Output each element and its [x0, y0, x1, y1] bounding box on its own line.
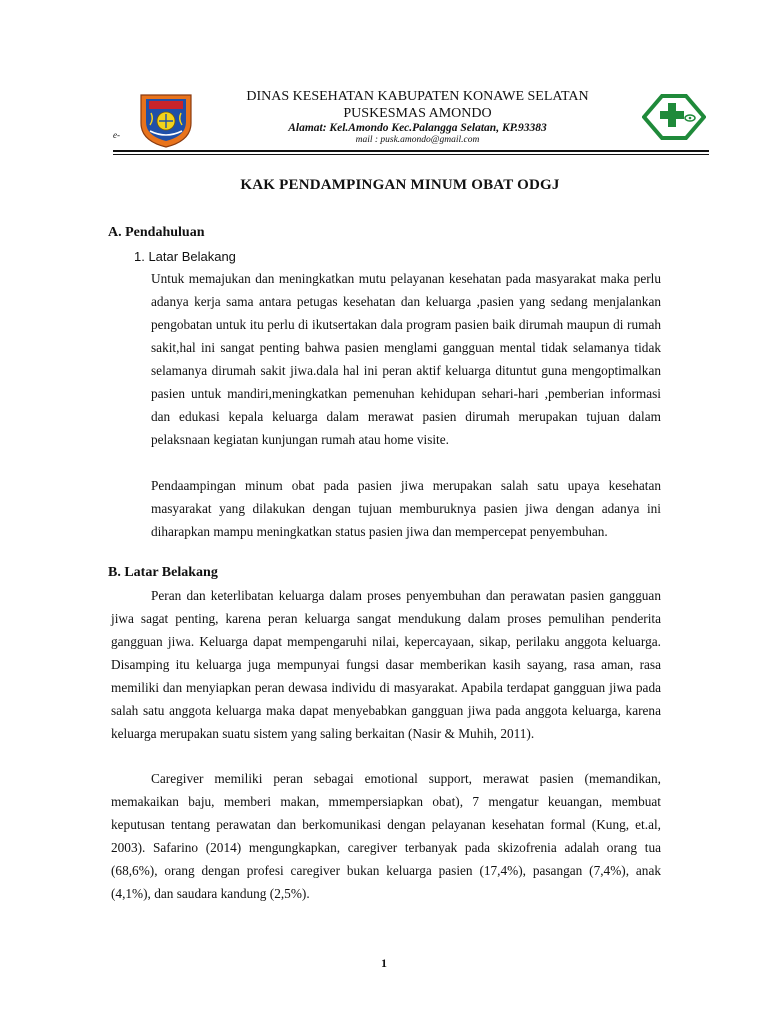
- header-rule-thin: [113, 154, 709, 155]
- institution-name: PUSKESMAS AMONDO: [343, 106, 492, 121]
- section-b-heading: B. Latar Belakang: [108, 565, 218, 580]
- section-a-paragraph-2: Pendaampingan minum obat pada pasien jiwa merupakan salah satu upaya kesehatan masyarakat yang dilakukan dengan tujuan memburuknya pasien jiwa dengan adanya ini diharapkan mampu meningkatkan status pasien jiwa dan mempercepat penyembuhan.: [151, 478, 661, 539]
- section-a-paragraph-1: Untuk memajukan dan meningkatkan mutu pelayanan kesehatan pada masyarakat maka perlu adanya kerja sama antara petugas kesehatan dan keluarga ,pasien yang sedang menjalankan pengobatan untuk itu perlu di ikutsertakan dala program pasien baik dirumah maupun di rumah sakit,hal ini sangat penting bahwa pasien menglami gangguan mental tidak selamanya tidak selamanya dirumah sakit jiwa.dala hal ini peran aktif keluarga dituntut guna mengoptimalkan pasien untuk mandiri,meningkatkan pemenuhan kehidupan sehari-hari ,pemberian informasi dan edukasi kepala keluarga dalam merawat pasien dirumah merupakan tujuan dalam pelaksnaan kegiatan kunjungan rumah atau home visite.: [151, 271, 661, 447]
- email-prefix: e-: [113, 130, 120, 140]
- header-rule-thick: [113, 150, 709, 152]
- email-line: mail : pusk.amondo@gmail.com: [355, 135, 480, 145]
- section-a-heading: A. Pendahuluan: [108, 225, 205, 240]
- agency-name: DINAS KESEHATAN KABUPATEN KONAWE SELATAN: [246, 89, 589, 104]
- document-title: KAK PENDAMPINGAN MINUM OBAT ODGJ: [240, 177, 560, 193]
- address-line: Alamat: Kel.Amondo Kec.Palangga Selatan, KP.93383: [288, 122, 547, 134]
- regency-emblem-icon: [137, 89, 195, 149]
- puskesmas-logo-icon: [642, 92, 706, 142]
- section-b-paragraph-1: Peran dan keterlibatan keluarga dalam proses penyembuhan dan perawatan pasien gangguan jiwa sagat penting, karena peran keluarga sangat mendukung dalam proses pemulihan penderita gangguan jiwa. Keluarga dapat mempengaruhi nilai, kepercayaan, sikap, perilaku anggota keluarga. Disamping itu keluarga juga mempunyai fungsi dasar memberikan kasih sayang, rasa aman, rasa memiliki dan menyiapkan peran dewasa individu di masyarakat. Apabila terdapat gangguan jiwa pada salah satu anggota keluarga maka dapat menyebabkan gangguan jiwa pada anggota keluarga, karena keluarga merupakan suatu sistem yang saling berkaitan (Nasir & Muhih, 2011).: [111, 588, 661, 741]
- section-a-subheading: 1. Latar Belakang: [134, 249, 236, 264]
- section-b-paragraph-2: Caregiver memiliki peran sebagai emotional support, merawat pasien (memandikan, memakaikan baju, memberi makan, mmempersiapkan obat), 7 mengatur keuangan, membuat keputusan tentang perawatan dan berkomunikasi dengan pelayanan kesehatan formal (Kung, et.al, 2003). Safarino (2014) mengungkapkan, caregiver terbanyak pada skizofrenia adalah orang tua (68,6%), orang dengan profesi caregiver bukan keluarga pasien (17,4%), pasangan (7,4%), anak (4,1%), dan saudara kandung (2,5%).: [111, 771, 661, 901]
- page-number: 1: [381, 956, 387, 970]
